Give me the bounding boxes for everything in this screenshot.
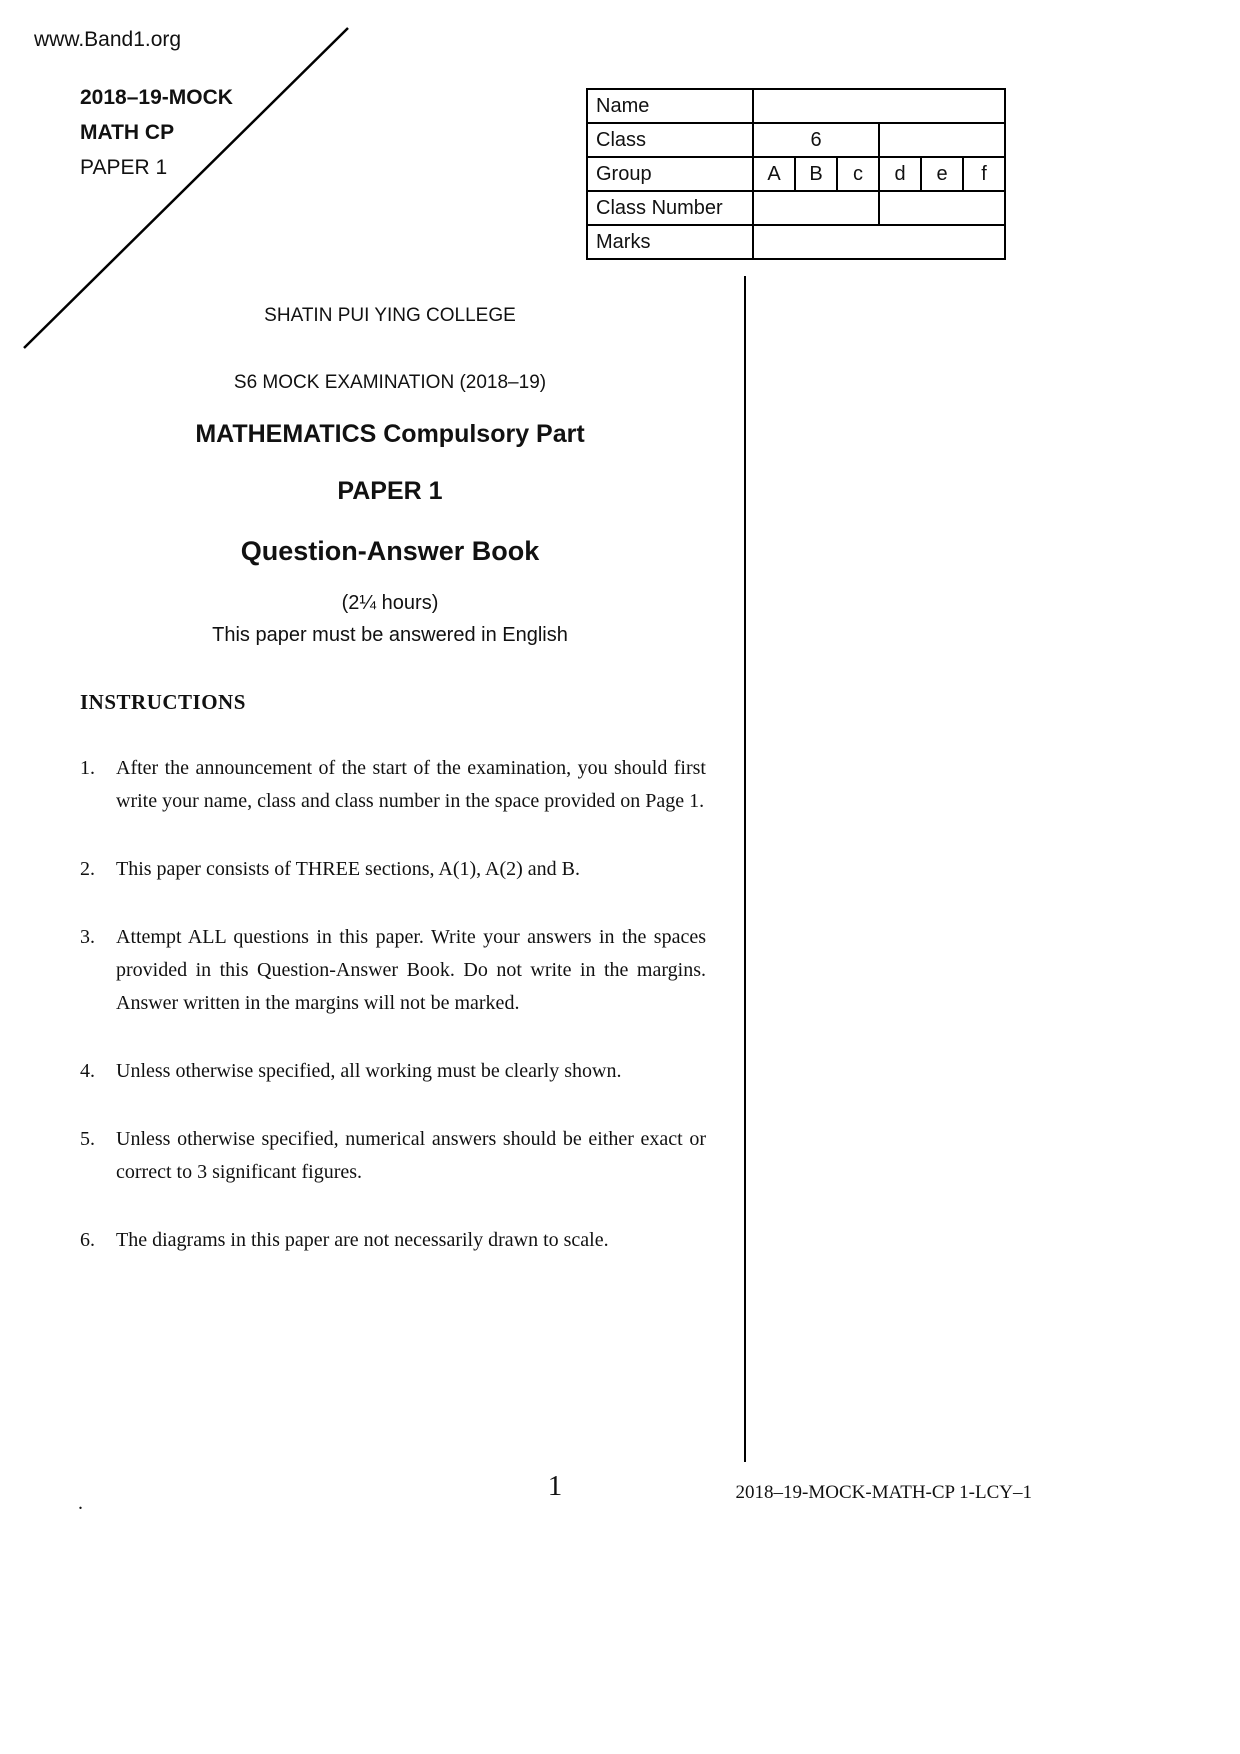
exam-name: S6 MOCK EXAMINATION (2018–19) bbox=[233, 372, 547, 393]
right-margin-line bbox=[744, 276, 746, 1462]
instructions-list bbox=[80, 752, 706, 1292]
class-number-empty-cell bbox=[879, 191, 1005, 225]
corner-label-paper: PAPER 1 bbox=[80, 156, 168, 179]
instruction-number: 6. bbox=[80, 1229, 95, 1251]
instruction-item bbox=[80, 1123, 706, 1189]
table-row-name bbox=[587, 89, 1005, 123]
class-value-cell: 6 bbox=[753, 123, 879, 157]
instruction-item bbox=[80, 752, 706, 818]
table-row-class bbox=[587, 123, 1005, 157]
instruction-number: 5. bbox=[80, 1128, 95, 1150]
instruction-text: After the announcement of the start of the examination, you should first write your name, class and class number in the space provided on Page 1. bbox=[116, 757, 706, 812]
table-row-class-number bbox=[587, 191, 1005, 225]
name-value-cell bbox=[753, 89, 1005, 123]
instruction-text: The diagrams in this paper are not necessarily drawn to scale. bbox=[116, 1229, 609, 1251]
subject-title: MATHEMATICS Compulsory Part bbox=[195, 420, 585, 448]
instruction-number: 1. bbox=[80, 757, 95, 779]
table-row-group bbox=[587, 157, 1005, 191]
school-name: SHATIN PUI YING COLLEGE bbox=[264, 305, 516, 326]
instruction-number: 2. bbox=[80, 858, 95, 880]
instructions-heading: INSTRUCTIONS bbox=[80, 690, 246, 714]
group-label: Group bbox=[587, 157, 753, 191]
page-number: 1 bbox=[547, 1470, 563, 1502]
group-option-b: B bbox=[795, 157, 837, 191]
student-info-table bbox=[586, 88, 1006, 260]
instruction-number: 3. bbox=[80, 926, 95, 948]
class-number-label: Class Number bbox=[587, 191, 753, 225]
class-number-value-cell bbox=[753, 191, 879, 225]
corner-paper-label bbox=[80, 80, 233, 185]
language-note: This paper must be answered in English bbox=[212, 624, 568, 646]
marks-value-cell bbox=[753, 225, 1005, 259]
instruction-text: Unless otherwise specified, numerical answers should be either exact or correct to 3 significant figures. bbox=[116, 1128, 706, 1183]
group-option-f: f bbox=[963, 157, 1005, 191]
instruction-number: 4. bbox=[80, 1060, 95, 1082]
instruction-item bbox=[80, 853, 706, 886]
group-option-d: d bbox=[879, 157, 921, 191]
corner-label-year: 2018–19-MOCK bbox=[80, 86, 233, 109]
name-label: Name bbox=[587, 89, 753, 123]
instruction-text: This paper consists of THREE sections, A(1), A(2) and B. bbox=[116, 858, 581, 880]
group-option-c: c bbox=[837, 157, 879, 191]
footer-left-dot: . bbox=[78, 1492, 83, 1514]
corner-label-subject: MATH CP bbox=[80, 121, 175, 144]
class-empty-cell bbox=[879, 123, 1005, 157]
instruction-item bbox=[80, 1224, 706, 1257]
marks-label: Marks bbox=[587, 225, 753, 259]
book-title: Question-Answer Book bbox=[240, 536, 540, 566]
instruction-text: Attempt ALL questions in this paper. Write your answers in the spaces provided in this Question-Answer Book. Do not write in the margins. Answer written in the margins will not be marked. bbox=[116, 926, 706, 1014]
instruction-text: Unless otherwise specified, all working must be clearly shown. bbox=[116, 1060, 622, 1082]
paper-title: PAPER 1 bbox=[337, 477, 443, 505]
table-row-marks bbox=[587, 225, 1005, 259]
paper-code: 2018–19-MOCK-MATH-CP 1-LCY–1 bbox=[735, 1482, 1032, 1503]
group-option-e: e bbox=[921, 157, 963, 191]
instruction-item bbox=[80, 921, 706, 1020]
class-label: Class bbox=[587, 123, 753, 157]
watermark-url: www.Band1.org bbox=[34, 28, 182, 51]
group-option-a: A bbox=[753, 157, 795, 191]
duration-note: (2¼ hours) bbox=[341, 592, 439, 614]
instruction-item bbox=[80, 1055, 706, 1088]
